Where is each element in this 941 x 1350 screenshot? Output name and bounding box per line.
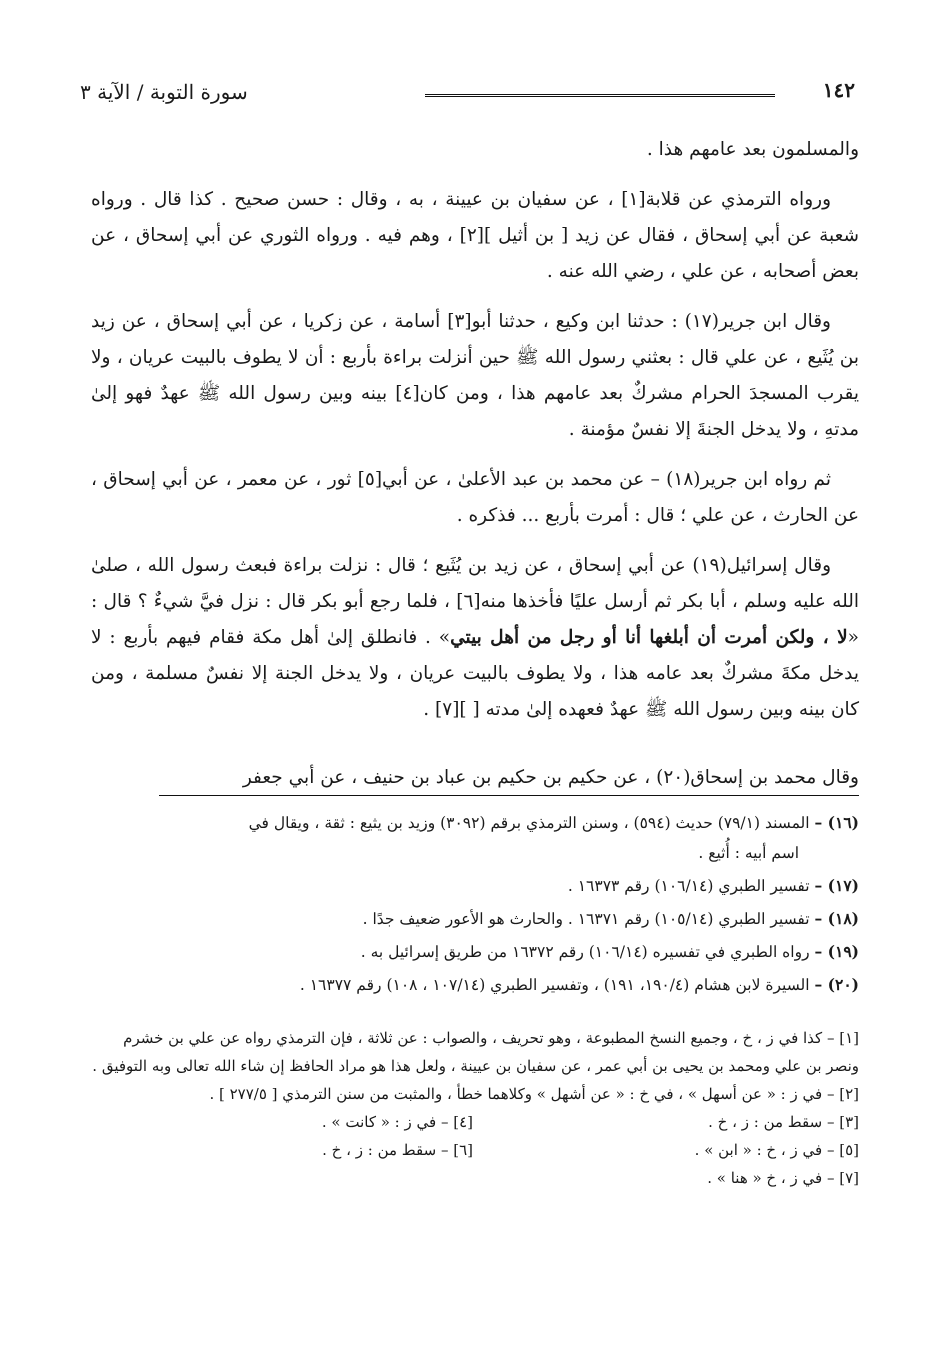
footnote-text: تفسير الطبري (١٠٦/١٤) رقم ١٦٣٧٣ . [567, 877, 810, 895]
footnote-text: تفسير الطبري (١٠٥/١٤) رقم ١٦٣٧١ . والحارث هو الأعور ضعيف جدًا . [362, 910, 810, 928]
footnotes [87, 808, 859, 1003]
footnote-item [87, 904, 859, 934]
header-rule [425, 94, 775, 97]
editor-note: [٧] – في ز ، خ « هنا » . [707, 1169, 859, 1187]
running-title: سورة التوبة / الآية ٣ [80, 80, 248, 104]
footnote-number: (١٨) – [814, 909, 859, 928]
footnote-number: (١٧) – [814, 876, 859, 895]
paragraph: والمسلمون بعد عامهم هذا . [646, 139, 859, 160]
paragraph: ثم رواه ابن جرير(١٨) – عن محمد بن عبد الأعلىٰ ، عن أبي[٥] ثور ، عن معمر ، عن أبي إسحاق ، عن الحارث ، عن علي ؛ قال : أمرت بأربع ... فذكره . [91, 469, 859, 526]
page-header [80, 78, 855, 112]
paragraph: ورواه الترمذي عن قلابة[١] ، عن سفيان بن عيينة ، به ، وقال : حسن صحيح . كذا قال . ورواه شعبة عن أبي إسحاق ، فقال عن زيد [ بن أثيل ][٢] ، وهم فيه . ورواه الثوري عن أبي إسحاق ، عن بعض أصحابه ، عن علي ، رضي الله عنه . [91, 189, 860, 282]
footnote-number: (٢٠) – [814, 975, 859, 994]
footnote-separator [159, 795, 859, 796]
footnote-text: اسم أبيه : أُثيع . [698, 844, 799, 862]
footnote-item [87, 937, 859, 967]
editor-note: [٣] – سقط من : ز ، خ . [708, 1113, 859, 1131]
editor-note: [١] – كذا في ز ، خ ، وجميع النسخ المطبوعة ، وهو تحريف ، والصواب : عن ثلاثة ، فإن الترمذي رواه عن علي بن خشرم ونصر بن علي ومحمد بن يحيى بن أبي عمر ، عن سفيان بن عيينة ، ولعل هذا هو مراد الحافظ إن شاء الله تعالى وبه التوفيق . [92, 1029, 859, 1075]
footnote-item [87, 808, 859, 868]
editor-note-row [87, 1108, 859, 1136]
editor-notes [87, 1024, 859, 1192]
main-text [91, 132, 859, 742]
footnote-text: السيرة لابن هشام (١٩٠/٤، ١٩١) ، وتفسير الطبري (١٠٧/١٤ ، ١٠٨) رقم ١٦٣٧٧ . [299, 976, 810, 994]
editor-note: [٤] – في ز : « كانت » . [321, 1113, 473, 1131]
editor-note: [٥] – في ز ، خ : « ابن » . [694, 1141, 859, 1159]
footnote-number: (١٩) – [814, 942, 859, 961]
paragraph: وقال محمد بن إسحاق(٢٠) ، عن حكيم بن حكيم بن عباد بن حنيف ، عن أبي جعفر [242, 767, 859, 788]
footnote-text: رواه الطبري في تفسيره (١٠٦/١٤) رقم ١٦٣٧٢ من طريق إسرائيل به . [360, 943, 810, 961]
paragraph [91, 548, 859, 728]
footnote-item [87, 970, 859, 1000]
editor-note: [٦] – سقط من : ز ، خ . [322, 1141, 473, 1159]
paragraph-part: » . فانطلق إلىٰ أهل مكة فقام فيهم بأربع : لا يدخل مكةَ مشركٌ بعد عامه هذا ، ولا يطوف بالبيت عريان ، ولا يدخل الجنة إلا نفسٌ مسلمة ، ومن كان بينه وبين رسول الله ﷺ عهدٌ فعهده إلىٰ مدته [ ][٧] . [91, 627, 859, 720]
footnote-item [87, 871, 859, 901]
paragraph-part: وقال إسرائيل(١٩) عن أبي إسحاق ، عن زيد بن يُثَيع ؛ قال : نزلت براءة فبعث رسول الله ، صلىٰ الله عليه وسلم ، أبا بكر ثم أرسل عليًا فأخذها منه[٦] ، فلما رجع أبو بكر قال : نزل فيَّ شيءٌ ؟ قال : « [91, 555, 859, 648]
footnote-text: المسند (٧٩/١) حديث (٥٩٤) ، وسنن الترمذي برقم (٣٠٩٢) وزيد بن يثيع : ثقة ، ويقال في [248, 814, 810, 832]
editor-note-row [87, 1136, 859, 1164]
editor-note: [٢] – في ز : « عن أسهل » ، في خ : « عن أشهل » وكلاهما خطأ ، والمثبت من سنن الترمذي [ ٢٧٧/٥ ] . [209, 1085, 859, 1103]
paragraph: وقال ابن جرير(١٧) : حدثنا ابن وكيع ، حدثنا أبو[٣] أسامة ، عن زكريا ، عن أبي إسحاق ، عن زيد بن يُثَيع ، عن علي قال : بعثني رسول الله ﷺ حين أنزلت براءة بأربع : أن لا يطوف بالبيت عريان ، ولا يقرب المسجدَ الحرام مشركٌ بعد عامهم هذا ، ومن كان[٤] بينه وبين رسول الله ﷺ عهدٌ فهو إلىٰ مدتهِ ، ولا يدخل الجنةَ إلا نفسٌ مؤمنة . [91, 311, 859, 440]
page-number: ١٤٢ [822, 78, 855, 102]
footnote-number: (١٦) – [814, 813, 859, 832]
hadith-quote: لا ، ولكن أمرت أن أبلغها أنا أو رجل من أهل بيتي [450, 627, 848, 648]
